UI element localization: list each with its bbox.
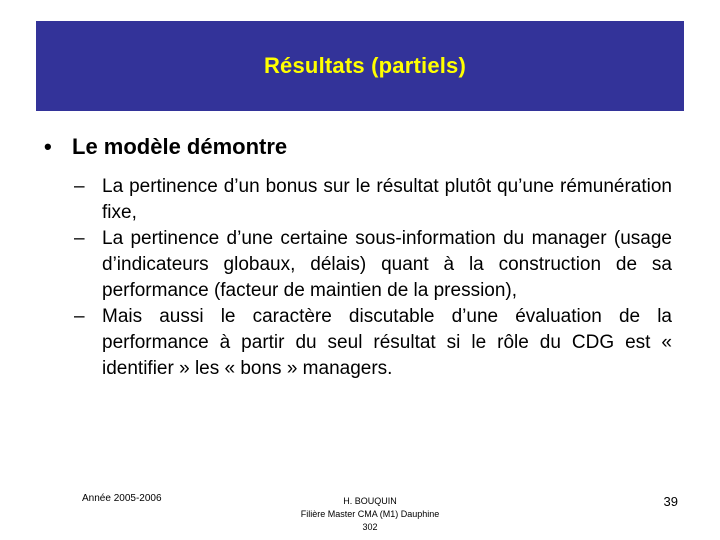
footer-author-block (260, 495, 480, 534)
sub-bullet-text: La pertinence d’une certaine sous-information du manager (usage d’indicateurs globaux, délais) quant à la construction de sa performance (facteur de maintien de la pression), (102, 228, 672, 301)
sub-bullet-text: La pertinence d’un bonus sur le résultat plutôt qu’une rémunération fixe, (102, 176, 672, 223)
footer-author: H. BOUQUIN (343, 496, 397, 506)
sub-bullet-text: Mais aussi le caractère discutable d’une évaluation de la performance à partir du seul résultat si le rôle du CDG est « identifier » les « bons » managers. (102, 306, 672, 379)
sub-bullet-item (74, 226, 672, 304)
sub-bullet-item (74, 304, 672, 382)
footer-code: 302 (362, 522, 378, 532)
dash-marker: – (74, 306, 85, 327)
footer-program: Filière Master CMA (M1) Dauphine (300, 509, 440, 519)
main-bullet (44, 134, 684, 160)
sub-bullet-list (74, 174, 672, 382)
title-banner (36, 21, 684, 111)
slide-title: Résultats (partiels) (263, 53, 467, 78)
dash-marker: – (74, 176, 85, 197)
sub-bullet-item (74, 174, 672, 226)
main-bullet-text: Le modèle démontre (72, 134, 288, 159)
page-number: 39 (663, 494, 678, 509)
footer-year: Année 2005-2006 (82, 493, 162, 504)
bullet-marker: • (44, 134, 52, 159)
dash-marker: – (74, 228, 85, 249)
